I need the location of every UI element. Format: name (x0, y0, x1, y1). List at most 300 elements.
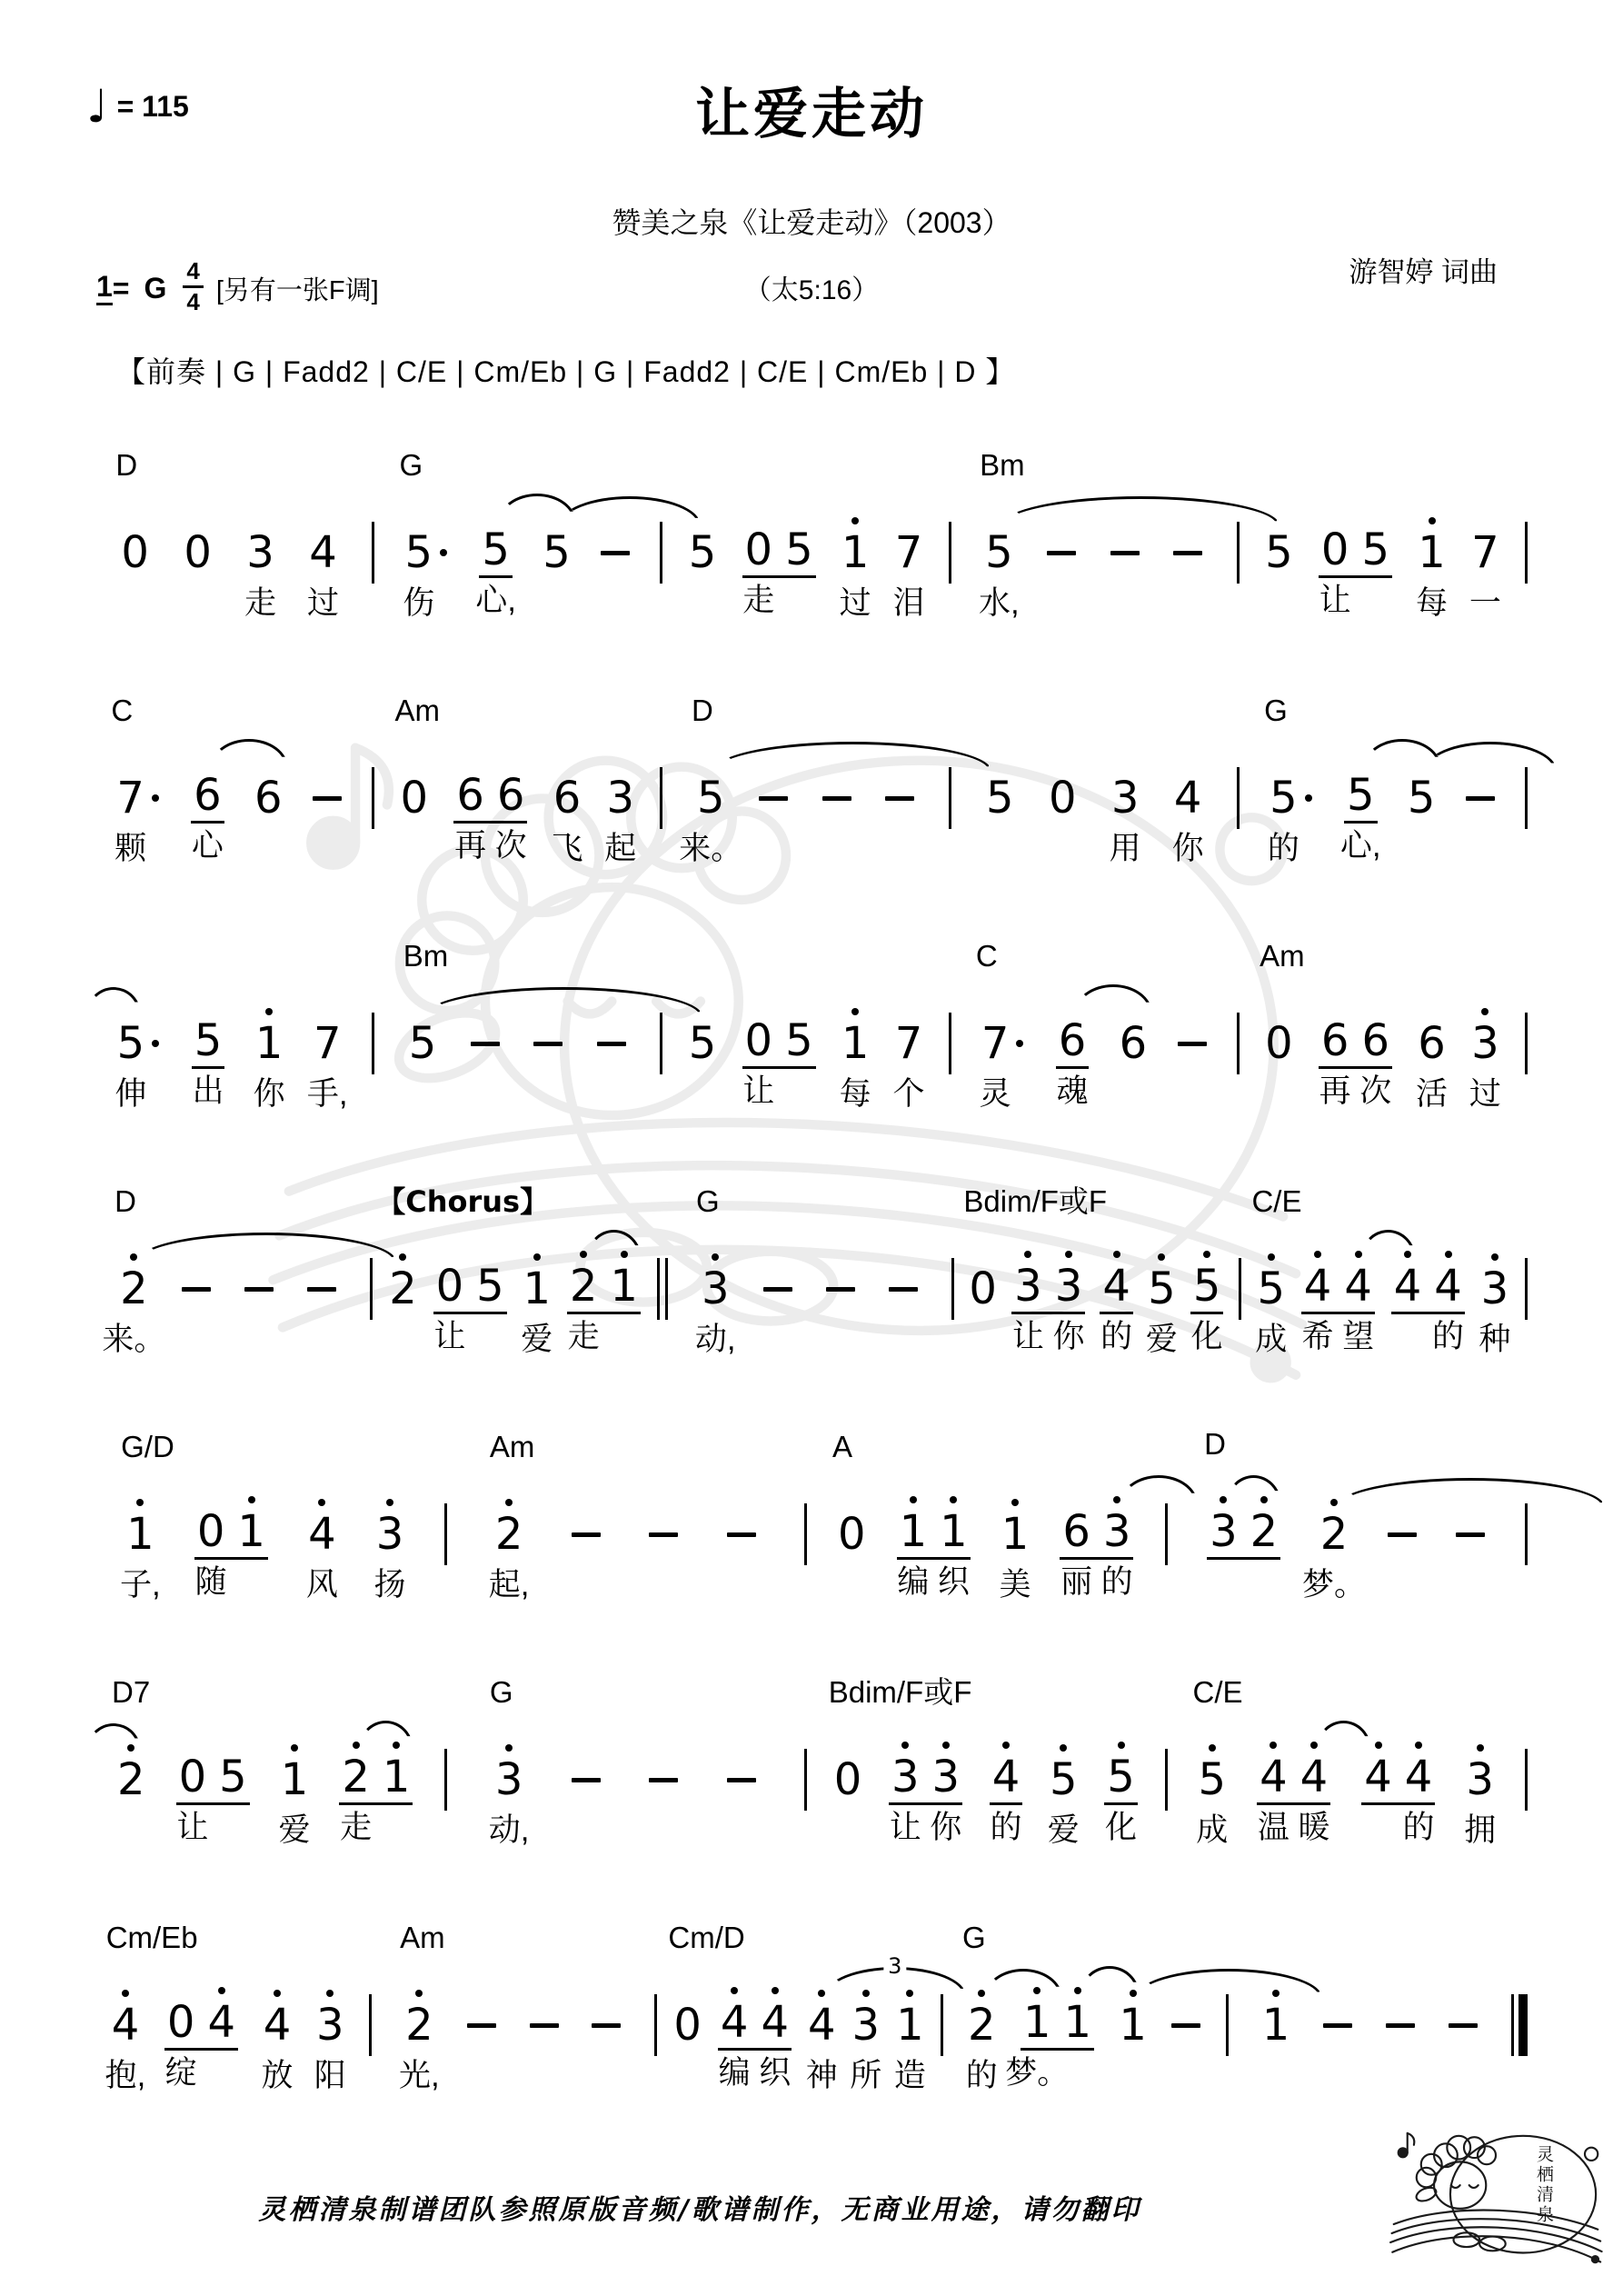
dash-shape (1173, 551, 1202, 555)
note-digit: 1 (1119, 2003, 1147, 2047)
lyric: 起, (488, 1567, 530, 1602)
note-token (111, 694, 161, 866)
lyric: 丽 (1060, 1563, 1093, 1600)
duration-dash (1323, 2023, 1352, 2028)
lyric: 阳 (314, 2058, 346, 2093)
note-digit: 2 (1250, 1505, 1279, 1557)
lyric: 心 (191, 827, 224, 863)
music-line (86, 1652, 1528, 1882)
lyric: 的 (1402, 1809, 1435, 1845)
note-token (254, 773, 283, 824)
lyric: 活 (1416, 1076, 1449, 1112)
measure (86, 448, 372, 621)
note-digit: 5 C/E 成 (1192, 1675, 1243, 1848)
dash-shape (1466, 796, 1495, 801)
note-digit: 3 所 (850, 2000, 882, 2093)
note-token (1251, 1184, 1302, 1357)
note-token (244, 527, 277, 621)
dash-shape (467, 2023, 496, 2028)
music-line (86, 425, 1528, 654)
note-digit: 3 过 (1469, 1018, 1501, 1112)
composer-credit: 游智婷 词曲 (1349, 256, 1498, 288)
note-digit: 5 爱 (1145, 1263, 1178, 1357)
barline (1525, 1013, 1528, 1074)
duration-dash (1047, 551, 1076, 555)
duration-dash (826, 1287, 855, 1292)
lyric: 神 (805, 2058, 838, 2093)
note-digit: 1 造 (893, 2000, 926, 2093)
note-token (892, 527, 925, 621)
barline (1525, 1503, 1528, 1565)
lyric: 再 (454, 827, 487, 863)
note-token (120, 1430, 174, 1602)
note-digit: 4 放 (261, 2000, 294, 2093)
lyric: 拥 (1464, 1812, 1497, 1848)
note-digit: 7 一 (1469, 527, 1501, 621)
lyric: 魂 (1056, 1073, 1089, 1109)
dash-shape (1110, 551, 1140, 555)
measure (668, 1184, 951, 1357)
barline (1525, 1258, 1528, 1320)
note-digit: 6 活 (1416, 1018, 1449, 1112)
note-token (261, 2000, 294, 2093)
note-digit: 1 (1063, 2001, 1091, 2044)
note-digit: 5 (1265, 527, 1293, 578)
note-digit: 2 走 (342, 1755, 370, 1799)
dash-shape (1178, 1042, 1207, 1046)
note-digit: 0 让 (433, 1260, 466, 1354)
lyric: 爱 (278, 1812, 311, 1848)
lyric: 放 (261, 2058, 294, 2093)
note-digit: 5 Bm 水, (985, 531, 1013, 574)
tie-arc-in (86, 1723, 141, 1751)
lyric: 让 (889, 1809, 921, 1845)
note-digit: 0 Cm/D (668, 1921, 745, 2051)
lyric: 的 (1100, 1563, 1133, 1600)
lyric: 让 (1319, 582, 1351, 618)
note-digit: 5 D 来。 (697, 776, 725, 820)
duration-dash (1388, 1532, 1417, 1537)
duration-dash (1173, 551, 1202, 555)
tie-arc (586, 1230, 642, 1259)
note-digit: 4 暖 (1300, 1755, 1329, 1799)
lyric: 来。 (102, 1322, 166, 1357)
music-line (86, 1162, 1528, 1391)
note-digit: 4 编 (718, 1996, 751, 2091)
measure (1168, 1675, 1526, 1848)
lyric: 过 (1469, 1076, 1501, 1112)
duration-dash (1449, 2023, 1478, 2028)
measure (86, 1675, 444, 1848)
tie-arc (1336, 1478, 1605, 1507)
lyric: 化 (1105, 1809, 1138, 1845)
measure (662, 694, 948, 866)
triplet-number: 3 (883, 1955, 906, 1977)
measure (86, 694, 372, 866)
chord-label: D (115, 1184, 137, 1218)
note-token (305, 1509, 338, 1602)
note-token (1416, 1018, 1449, 1112)
note-token (1264, 694, 1314, 866)
lyric: 成 (1196, 1812, 1229, 1848)
lyric: 飞 (551, 831, 583, 866)
duration-dash (1171, 2023, 1200, 2028)
note-digit: 0 A (832, 1430, 866, 1560)
note-digit: 3 走 (244, 527, 277, 621)
note-token (832, 1430, 866, 1560)
note-token (679, 694, 743, 866)
dash-shape (572, 1778, 601, 1782)
beam-group (475, 524, 517, 618)
note-digit: 1 (382, 1751, 411, 1802)
dash-shape (885, 796, 914, 801)
lyric: 伸 (115, 1076, 147, 1112)
lyric: 梦。 (1005, 2054, 1070, 2091)
note-digit: 3 D (1210, 1510, 1238, 1553)
duration-dash (1456, 1532, 1485, 1537)
measure (86, 1430, 444, 1602)
note-token (1265, 527, 1293, 578)
chord-label: G/D (121, 1430, 174, 1463)
lyric: 每 (1416, 585, 1449, 621)
measure (951, 754, 1237, 866)
note-digit: 4 望 (1344, 1264, 1372, 1308)
lyric: 灵 (979, 1076, 1011, 1112)
duration-dash (530, 2023, 559, 2028)
note-digit: 4 (1364, 1751, 1392, 1802)
beam-group (718, 1996, 792, 2091)
note-digit: 0 Bdim/F或F (828, 1675, 972, 1805)
measure (1240, 939, 1525, 1112)
beam-group (453, 769, 527, 863)
note-token (306, 527, 339, 621)
note-digit: 3 你 (930, 1751, 962, 1845)
lyric: 走 (742, 582, 775, 618)
note-digit: 4 你 (1171, 773, 1204, 866)
music-line (86, 671, 1528, 900)
note-token (1109, 773, 1141, 866)
note-digit: 7 手, (306, 1018, 348, 1112)
lyric: 你 (1052, 1318, 1085, 1354)
note-token (278, 1754, 311, 1848)
note-digit: 5 (688, 527, 717, 578)
chord-label: C (111, 694, 134, 727)
chord-label: G (399, 448, 423, 482)
lyric: 走 (567, 1318, 600, 1354)
duration-dash (572, 1532, 601, 1537)
note-digit: 7 泪 (892, 527, 925, 621)
tempo-value: = 115 (116, 89, 189, 123)
lyric: 水, (979, 585, 1020, 621)
footer-note: 灵栖清泉制谱团队参照原版音频/歌谱制作，无商业用途，请勿翻印 (258, 2194, 1141, 2226)
music-line (86, 916, 1528, 1145)
note-digit: 3 G 动, (694, 1184, 736, 1357)
tie-arc (1226, 1475, 1281, 1504)
duration-dash (1110, 551, 1140, 555)
note-digit: 3 拥 (1464, 1754, 1497, 1848)
note-digit: 4 神 3 (808, 2003, 836, 2047)
duration-dash (1466, 796, 1495, 801)
note-digit: 6 魂 (1059, 1019, 1087, 1063)
duration-dash (601, 551, 630, 555)
lyric: 来。 (679, 831, 743, 866)
chord-label: Cm/D (668, 1921, 745, 1954)
tie-arc (136, 1233, 396, 1262)
lyric: 每 (839, 1076, 871, 1112)
note-digit: 4 的 (1432, 1260, 1465, 1354)
studio-logo (1389, 2121, 1603, 2291)
dash-shape (592, 2023, 621, 2028)
dash-shape (313, 796, 342, 801)
dash-shape (307, 1287, 336, 1292)
note-digit: 5 (986, 773, 1014, 824)
tie-arc (210, 739, 288, 768)
dash-shape (572, 1532, 601, 1537)
note-digit: 6 心 (194, 774, 222, 817)
duration-dash (313, 796, 342, 801)
note-token (488, 1675, 530, 1848)
beam-group (1257, 1751, 1330, 1845)
note-token (314, 2000, 346, 2093)
note-digit: 1 G/D 子, (120, 1430, 174, 1602)
note-token (1119, 2000, 1147, 2051)
lyric: 让 (176, 1809, 209, 1845)
note-digit: 6 再 (454, 769, 487, 863)
lyric: 用 (1109, 831, 1141, 866)
tie-arc (1074, 984, 1152, 1013)
note-digit: 3 起 (604, 773, 637, 866)
dash-shape (601, 551, 630, 555)
measure (372, 1921, 654, 2093)
lyric: 织 (759, 2054, 792, 2091)
note-digit: 0 让 (1319, 524, 1351, 618)
note-digit: 1 美 (999, 1509, 1031, 1602)
beam-group (897, 1505, 971, 1600)
note-digit: 4 的 (1100, 1260, 1133, 1354)
lyric: 成 (1255, 1322, 1288, 1357)
dash-shape (1386, 2023, 1415, 2028)
chord-label: G (1264, 694, 1288, 727)
note-digit: 2 G 的 (968, 2003, 996, 2047)
note-token (112, 1675, 151, 1805)
duration-dash (1178, 1042, 1207, 1046)
beam-group (192, 1014, 225, 1109)
lyric: 所 (850, 2058, 882, 2093)
measure (86, 1000, 372, 1112)
note-digit: 6 (254, 773, 283, 824)
beam-group (1100, 1260, 1133, 1354)
duration-dash (727, 1778, 756, 1782)
duration-dash (572, 1778, 601, 1782)
duration-dash (467, 2023, 496, 2028)
final-barline (1511, 1994, 1528, 2056)
lyric: 出 (192, 1073, 224, 1109)
note-token (1407, 773, 1436, 824)
note-digit: 0 (1048, 773, 1077, 824)
barline (1525, 522, 1528, 584)
tie-arc (1316, 1721, 1371, 1750)
lyric: 心, (1339, 827, 1381, 863)
note-digit: 7 C 颗 (111, 694, 147, 866)
note-digit: 1 每 (839, 1018, 871, 1112)
note-digit: 3 让 (1011, 1260, 1044, 1354)
measure (951, 448, 1237, 621)
dash-shape (471, 1042, 500, 1046)
note-digit: 2 Am 起, (488, 1430, 535, 1602)
beam-group (1361, 1751, 1435, 1845)
measure (943, 1921, 1226, 2093)
note-digit: 5 (1408, 776, 1436, 820)
measure (657, 1921, 940, 2093)
note-token (839, 527, 871, 621)
note-token (694, 1184, 736, 1357)
lyric: 梦。 (1301, 1567, 1366, 1602)
lyric: 随 (194, 1563, 227, 1600)
key-prefix: 1 (96, 272, 113, 305)
lyric: 次 (1359, 1073, 1392, 1109)
duration-dash (592, 2023, 621, 2028)
beam-group (1060, 1505, 1133, 1600)
lyric: 扬 (373, 1567, 406, 1602)
beam-group (1056, 1014, 1090, 1109)
lyric: 望 (1342, 1318, 1375, 1354)
note-digit: 5 心, (1347, 774, 1375, 817)
barline (1525, 767, 1528, 829)
note-digit: 5 化 (1190, 1260, 1223, 1354)
beam-group (1005, 1996, 1094, 2091)
note-digit: 5 (785, 524, 813, 575)
measure (447, 1430, 805, 1602)
chord-label: C/E (1251, 1184, 1302, 1218)
measure (86, 1184, 370, 1357)
measure (807, 1430, 1165, 1602)
lyric: 抱, (105, 2058, 146, 2093)
dash-shape (889, 1287, 918, 1292)
note-digit: 0 走 (742, 524, 775, 618)
key-signature (96, 257, 379, 316)
measure (1241, 1184, 1525, 1357)
beam-group (1339, 769, 1381, 863)
note-digit: 6 (1119, 1018, 1148, 1069)
beam-group (1011, 1260, 1085, 1354)
beam-group (990, 1751, 1023, 1845)
tie-arc-in (86, 987, 141, 1014)
beam-group (1301, 1260, 1375, 1354)
note-digit: 1 (1261, 2000, 1290, 2051)
note-digit: 7 C 灵 (975, 939, 1011, 1112)
beam-group (1104, 1751, 1138, 1845)
note-digit: 5 (543, 531, 571, 574)
note-token (1479, 1263, 1511, 1357)
measure (1240, 694, 1525, 866)
chord-label: Am (400, 1921, 445, 1954)
chord-label: D (115, 448, 138, 482)
dash-shape (182, 1287, 211, 1292)
note-digit: 4 (207, 1996, 236, 2048)
measure (374, 694, 660, 866)
chord-label: D7 (112, 1675, 151, 1709)
chorus-label: 【Chorus】 (376, 1184, 550, 1219)
dash-shape (1449, 2023, 1478, 2028)
note-digit: 2 Am 光, (399, 1921, 445, 2093)
note-digit: 5 C/E 成 (1251, 1184, 1302, 1357)
lyric: 编 (897, 1563, 930, 1600)
note-token (688, 1018, 717, 1069)
beam-group (164, 1996, 238, 2091)
note-digit: 6 次 (494, 769, 527, 863)
tie-arc (984, 1969, 1062, 1998)
lyric: 的 (990, 1809, 1022, 1845)
note-token (668, 1921, 745, 2051)
lyric: 温 (1257, 1809, 1289, 1845)
chord-label: G (695, 1184, 720, 1218)
note-token (604, 773, 637, 866)
note-token (893, 2000, 926, 2093)
measure (662, 509, 948, 621)
note-token (1469, 1018, 1501, 1112)
measure (1240, 509, 1525, 621)
lyric: 过 (839, 585, 871, 621)
duration-dash (727, 1532, 756, 1537)
duration-dash (182, 1287, 211, 1292)
chord-label: Am (489, 1430, 535, 1463)
note-token (1048, 773, 1077, 824)
note-token (373, 1509, 406, 1602)
chord-label: Bm (980, 448, 1025, 482)
dash-shape (822, 796, 851, 801)
chord-label: G (962, 1921, 986, 1954)
lyric: 泪 (892, 585, 925, 621)
note-digit: 6 飞 (551, 773, 583, 866)
duration-dash (649, 1778, 678, 1782)
chord-label: Am (394, 694, 440, 727)
lyric: 你 (1171, 831, 1204, 866)
measure (954, 1184, 1238, 1357)
dash-shape (759, 796, 788, 801)
note-digit: 2 【Chorus】 (376, 1184, 550, 1314)
lyric: 心, (475, 582, 517, 618)
lyric: 过 (306, 585, 339, 621)
note-digit: 4 过 (306, 527, 339, 621)
note-digit: 2 D 来。 (120, 1267, 148, 1311)
lyric: 光, (399, 2058, 440, 2093)
note-digit: 0 Am (394, 694, 440, 824)
note-token (115, 448, 149, 578)
dash-shape (727, 1532, 756, 1537)
note-token (403, 939, 449, 1069)
lyric: 动, (488, 1812, 530, 1848)
note-digit: 5 (785, 1014, 813, 1066)
lyric: 的 (1267, 831, 1299, 866)
lyric: 的 (1100, 1318, 1133, 1354)
lyric: 你 (253, 1076, 285, 1112)
dash-shape (649, 1532, 678, 1537)
note-digit: 5 G 的 (1264, 694, 1299, 866)
note-digit: 1 每 (1416, 527, 1449, 621)
chord-label: Bdim/F或F (963, 1184, 1108, 1218)
measure (1229, 1982, 1511, 2069)
beam-group (176, 1751, 250, 1845)
note-digit: 5 Bm (409, 1022, 437, 1065)
duration-dash (763, 1287, 792, 1292)
duration-dash (533, 1042, 563, 1046)
dash-shape (763, 1287, 792, 1292)
note-token (399, 448, 450, 621)
note-digit: 5 (688, 1018, 717, 1069)
beam-group (742, 1014, 816, 1109)
note-digit: 7 个 (892, 1018, 925, 1112)
dash-shape (826, 1287, 855, 1292)
